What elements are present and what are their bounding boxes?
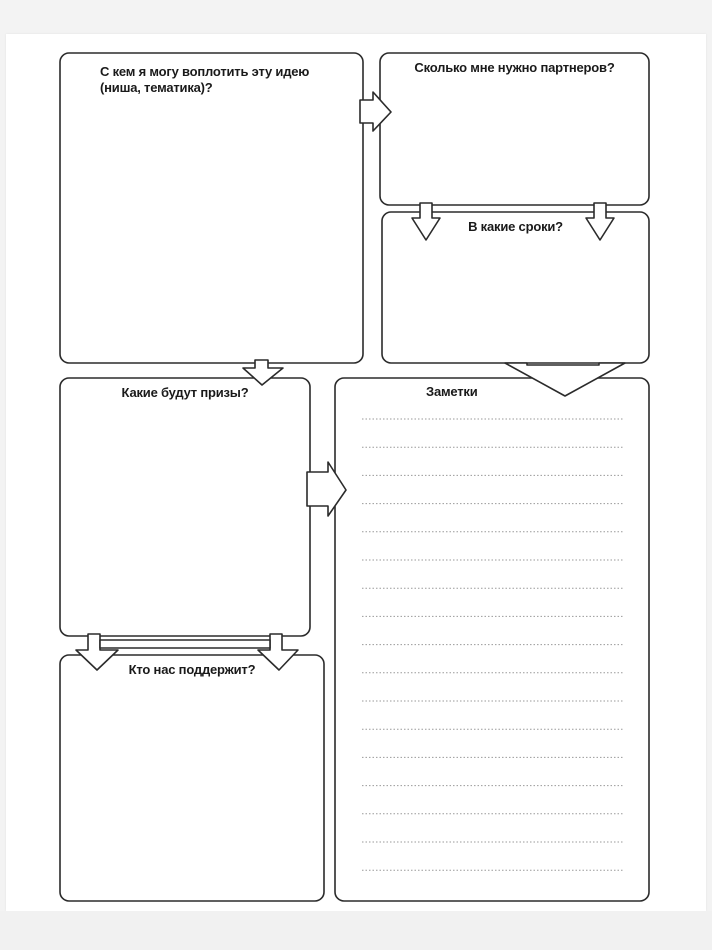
box-title-prizes: Какие будут призы? [121,385,249,400]
box-title-deadlines: В какие сроки? [468,219,563,234]
box-notes[interactable] [335,378,649,901]
box-title-partners: Сколько мне нужно партнеров? [414,60,615,75]
box-prizes[interactable] [60,378,310,636]
box-title-notes: Заметки [426,384,478,399]
box-title-with-whom: С кем я могу воплотить эту идею (ниша, тематика)? [100,64,310,95]
box-with-whom[interactable] [60,53,363,363]
box-support[interactable] [60,655,324,901]
box-title-support: Кто нас поддержит? [128,662,256,677]
arrow-connector [100,640,270,648]
